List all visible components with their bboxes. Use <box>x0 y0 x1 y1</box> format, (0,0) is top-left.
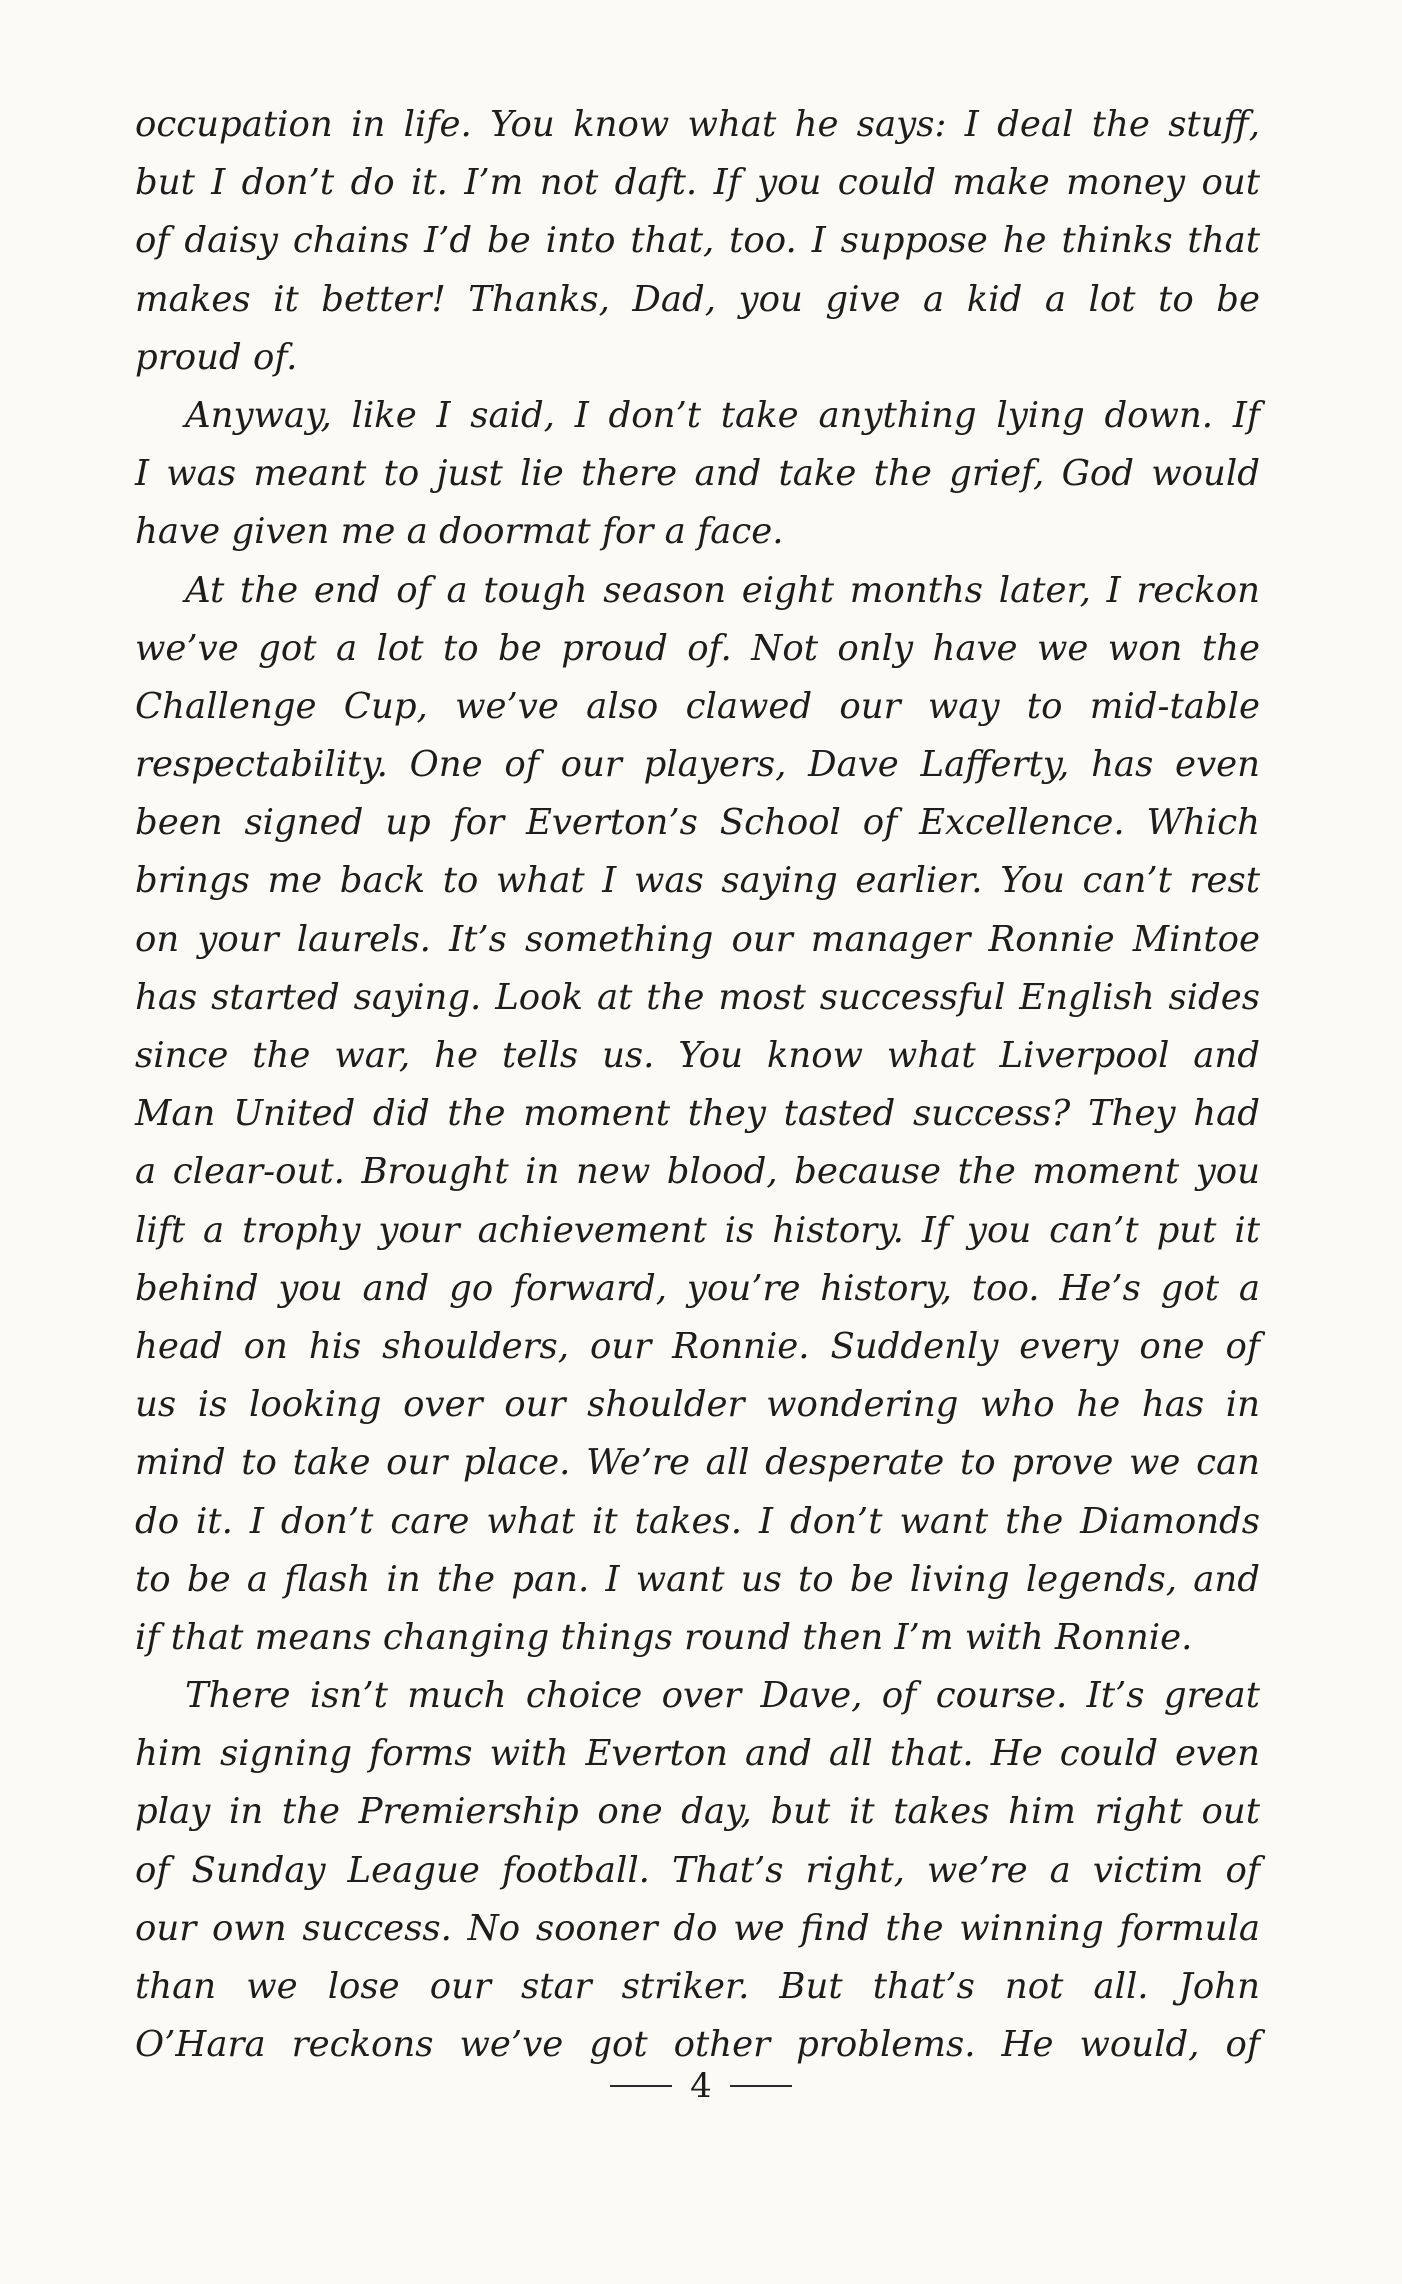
text-line: Man United did the moment they tasted success? They had <box>135 1093 1260 1135</box>
text-line: O’Hara reckons we’ve got other problems. He would, of <box>135 2024 1260 2066</box>
footer-rule-right <box>730 2085 792 2087</box>
text-line: mind to take our place. We’re all desperate to prove we can <box>135 1442 1260 1484</box>
text-line: our own success. No sooner do we find the winning formula <box>135 1907 1260 1949</box>
text-line: have given me a doormat for a face. <box>135 511 784 553</box>
body-text <box>135 96 1260 2074</box>
text-line: occupation in life. You know what he says: I deal the stuff, <box>135 104 1260 145</box>
footer-rule-left <box>610 2085 672 2087</box>
page-number: 4 <box>690 2066 712 2106</box>
text-line: behind you and go forward, you’re history, too. He’s got a <box>135 1267 1260 1309</box>
text-line: since the war, he tells us. You know what Liverpool and <box>135 1035 1260 1076</box>
text-line: but I don’t do it. I’m not daft. If you could make money out <box>135 162 1260 204</box>
text-line: of daisy chains I’d be into that, too. I suppose he thinks that <box>135 220 1260 262</box>
text-line: to be a flash in the pan. I want us to be living legends, and <box>135 1558 1260 1600</box>
text-line: we’ve got a lot to be proud of. Not only have we won the <box>135 627 1260 669</box>
text-line: brings me back to what I was saying earlier. You can’t rest <box>135 860 1260 902</box>
text-line: do it. I don’t care what it takes. I don’t want the Diamonds <box>135 1500 1260 1542</box>
text-line: At the end of a tough season eight months later, I reckon <box>185 569 1260 611</box>
text-line: lift a trophy your achievement is history. If you can’t put it <box>135 1209 1260 1251</box>
text-line: Challenge Cup, we’ve also clawed our way to mid-table <box>135 685 1260 727</box>
text-line: head on his shoulders, our Ronnie. Suddenly every one of <box>135 1325 1260 1367</box>
text-line: I was meant to just lie there and take the grief, God would <box>135 453 1260 495</box>
page-footer <box>0 2056 1402 2116</box>
text-line: has started saying. Look at the most successful English sides <box>135 976 1260 1018</box>
text-line: There isn’t much choice over Dave, of course. It’s great <box>185 1675 1260 1717</box>
text-line: respectability. One of our players, Dave Lafferty, has even <box>135 744 1260 786</box>
paragraph <box>135 562 1260 1668</box>
text-line: if that means changing things round then I’m with Ronnie. <box>135 1616 1193 1658</box>
text-line: Anyway, like I said, I don’t take anything lying down. If <box>185 394 1260 436</box>
text-line: him signing forms with Everton and all that. He could even <box>135 1733 1260 1775</box>
text-line: proud of. <box>135 336 298 378</box>
text-line: a clear-out. Brought in new blood, because the moment you <box>135 1151 1260 1193</box>
text-line: makes it better! Thanks, Dad, you give a kid a lot to be <box>135 278 1260 320</box>
paragraph <box>135 387 1260 562</box>
text-line: been signed up for Everton’s School of Excellence. Which <box>135 802 1260 844</box>
text-line: of Sunday League football. That’s right, we’re a victim of <box>135 1849 1260 1891</box>
text-line: play in the Premiership one day, but it takes him right out <box>135 1791 1260 1833</box>
text-line: us is looking over our shoulder wondering who he has in <box>135 1384 1260 1426</box>
text-line: on your laurels. It’s something our manager Ronnie Mintoe <box>135 918 1260 960</box>
paragraph <box>135 1667 1260 2074</box>
text-line: than we lose our star striker. But that’s not all. John <box>135 1966 1260 2007</box>
paragraph <box>135 96 1260 387</box>
